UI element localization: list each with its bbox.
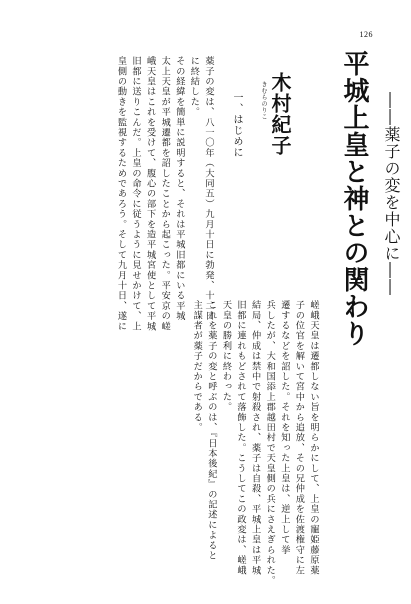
- body-line: 主謀者が薬子だからである。: [191, 300, 203, 433]
- body-line: 遷するなどを詔した。それを知った上皇は、逆上して挙: [278, 300, 290, 555]
- body-line: 嵯峨天皇は遷都しない旨を明らかにして、上皇の寵姫藤原薬: [308, 300, 319, 576]
- body-lower: [189, 300, 320, 586]
- body-line: 結局、仲成は禁中で射殺され、薬子は自殺、平城上皇は平城: [249, 300, 261, 576]
- body-line: その経緯を簡単に説明すると、それは平城旧都にいる平城: [173, 56, 185, 322]
- section-heading: 一、はじめに: [231, 92, 242, 158]
- body-line: 兵したが、大和国添上郡越田村で天皇側の兵にさえぎられた。: [264, 300, 276, 586]
- body-line: に終結した。: [188, 56, 200, 118]
- article-subtitle: ――薬子の変を中心に――: [382, 92, 401, 296]
- author-reading-ruby: きむらのりこ: [260, 81, 267, 120]
- body-line: 峨天皇はこれを受けて、腹心の部下を造平城宮使として平城: [144, 56, 156, 332]
- body-line: 旧都に送りこんだ。上皇の命令に従うように見せかけて、上: [130, 56, 142, 332]
- body-line: 旧都に連れもどされて落飾した。こうしてこの政変は、嵯峨: [235, 300, 247, 576]
- article-title: 平城上皇と神との関わり: [339, 50, 369, 347]
- page-number: 126: [359, 30, 373, 39]
- body-line: 子の位官を解いて宮中から追放、その兄仲成を佐渡権守に左: [293, 300, 305, 576]
- author-name: 木村紀子: [268, 72, 292, 156]
- body-line: 天皇の勝利に終わった。: [220, 300, 232, 413]
- body-line: 薬子の変は、八一〇年（大同五）九月十日に勃発、十二日: [203, 56, 214, 322]
- body-line: 皇側の動きを監視するためであろう。そして九月十日、遂に: [115, 56, 127, 332]
- body-line: これを薬子の変と呼ぶのは、『日本後紀』の記述によると: [205, 300, 217, 561]
- body-upper: [113, 56, 215, 332]
- body-line: 太上天皇が平城遷都を詔したことから起こった。平安京の嵯: [159, 56, 171, 332]
